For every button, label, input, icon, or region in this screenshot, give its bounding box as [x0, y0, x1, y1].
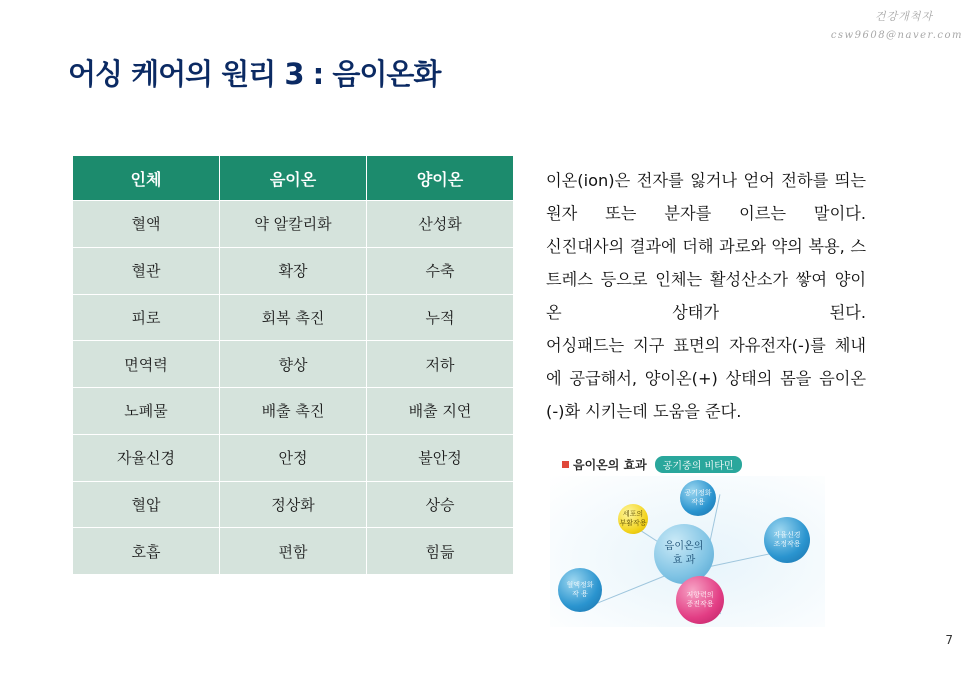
- anion-effects-diagram: [550, 452, 825, 627]
- paragraph: 신진대사의 결과에 더해 과로와 약의 복용, 스트레스 등으로 인체는 활성산소가 쌓여 양이온 상태가 된다.: [546, 237, 866, 322]
- table-cell: 정상화: [220, 481, 367, 528]
- table-cell: 편함: [220, 528, 367, 575]
- table-cell: 회복 촉진: [220, 294, 367, 341]
- table-row: [73, 388, 514, 435]
- node-autonomic-regulation: 자율신경 조정작용: [764, 517, 810, 563]
- table-cell: 수축: [367, 247, 514, 294]
- table-cell: 면역력: [73, 341, 220, 388]
- table-row: [73, 247, 514, 294]
- table-cell: 배출 지연: [367, 388, 514, 435]
- table-cell: 노폐물: [73, 388, 220, 435]
- watermark-name: 건강개척자: [874, 10, 933, 23]
- description-text: [546, 164, 866, 428]
- diagram-canvas: [550, 476, 825, 627]
- table-cell: 힘듦: [367, 528, 514, 575]
- table-cell: 혈압: [73, 481, 220, 528]
- table-cell: 저하: [367, 341, 514, 388]
- table-cell: 산성화: [367, 201, 514, 248]
- header-anion: 음이온: [220, 156, 367, 201]
- node-air-purification: 공기정화 작용: [680, 480, 716, 516]
- node-center-anion-effects: 음이온의 효 과: [654, 524, 714, 584]
- paragraph: 이온(ion)은 전자를 잃거나 얻어 전하를 띄는 원자 또는 분자를 이르는 말이다.: [546, 171, 866, 223]
- node-blood-purification: 혈액정화 작 용: [558, 568, 602, 612]
- square-bullet-icon: [562, 461, 569, 468]
- slide-title: 어싱 케어의 원리 3 : 음이온화: [68, 57, 441, 91]
- table-cell: 누적: [367, 294, 514, 341]
- diagram-tag: 공기중의 비타민: [655, 456, 742, 473]
- header-body: 인체: [73, 156, 220, 201]
- table-cell: 혈액: [73, 201, 220, 248]
- watermark: [831, 8, 963, 41]
- table-cell: 배출 촉진: [220, 388, 367, 435]
- ion-comparison-table: [72, 155, 514, 575]
- table-cell: 불안정: [367, 434, 514, 481]
- table-cell: 호흡: [73, 528, 220, 575]
- table-row: [73, 341, 514, 388]
- watermark-email: csw9608@naver.com: [830, 30, 963, 41]
- diagram-header: [562, 456, 742, 473]
- table-cell: 향상: [220, 341, 367, 388]
- table-row: [73, 434, 514, 481]
- diagram-title: 음이온의 효과: [573, 458, 647, 472]
- table-cell: 피로: [73, 294, 220, 341]
- table-cell: 상승: [367, 481, 514, 528]
- table-cell: 약 알칼리화: [220, 201, 367, 248]
- table-cell: 자율신경: [73, 434, 220, 481]
- table-cell: 안정: [220, 434, 367, 481]
- header-cation: 양이온: [367, 156, 514, 201]
- table-cell: 확장: [220, 247, 367, 294]
- table-row: [73, 481, 514, 528]
- page-number: 7: [945, 633, 953, 647]
- table-row: [73, 201, 514, 248]
- table-row: [73, 294, 514, 341]
- paragraph: 어싱패드는 지구 표면의 자유전자(-)를 체내에 공급해서, 양이온(+) 상태의 몸을 음이온(-)화 시키는데 도움을 준다.: [546, 336, 866, 421]
- table-row: [73, 528, 514, 575]
- node-resistance-boost: 저항력의 증진작용: [676, 576, 724, 624]
- node-cell-revival: 세포의 부활작용: [618, 504, 648, 534]
- table-cell: 혈관: [73, 247, 220, 294]
- table-header-row: [73, 156, 514, 201]
